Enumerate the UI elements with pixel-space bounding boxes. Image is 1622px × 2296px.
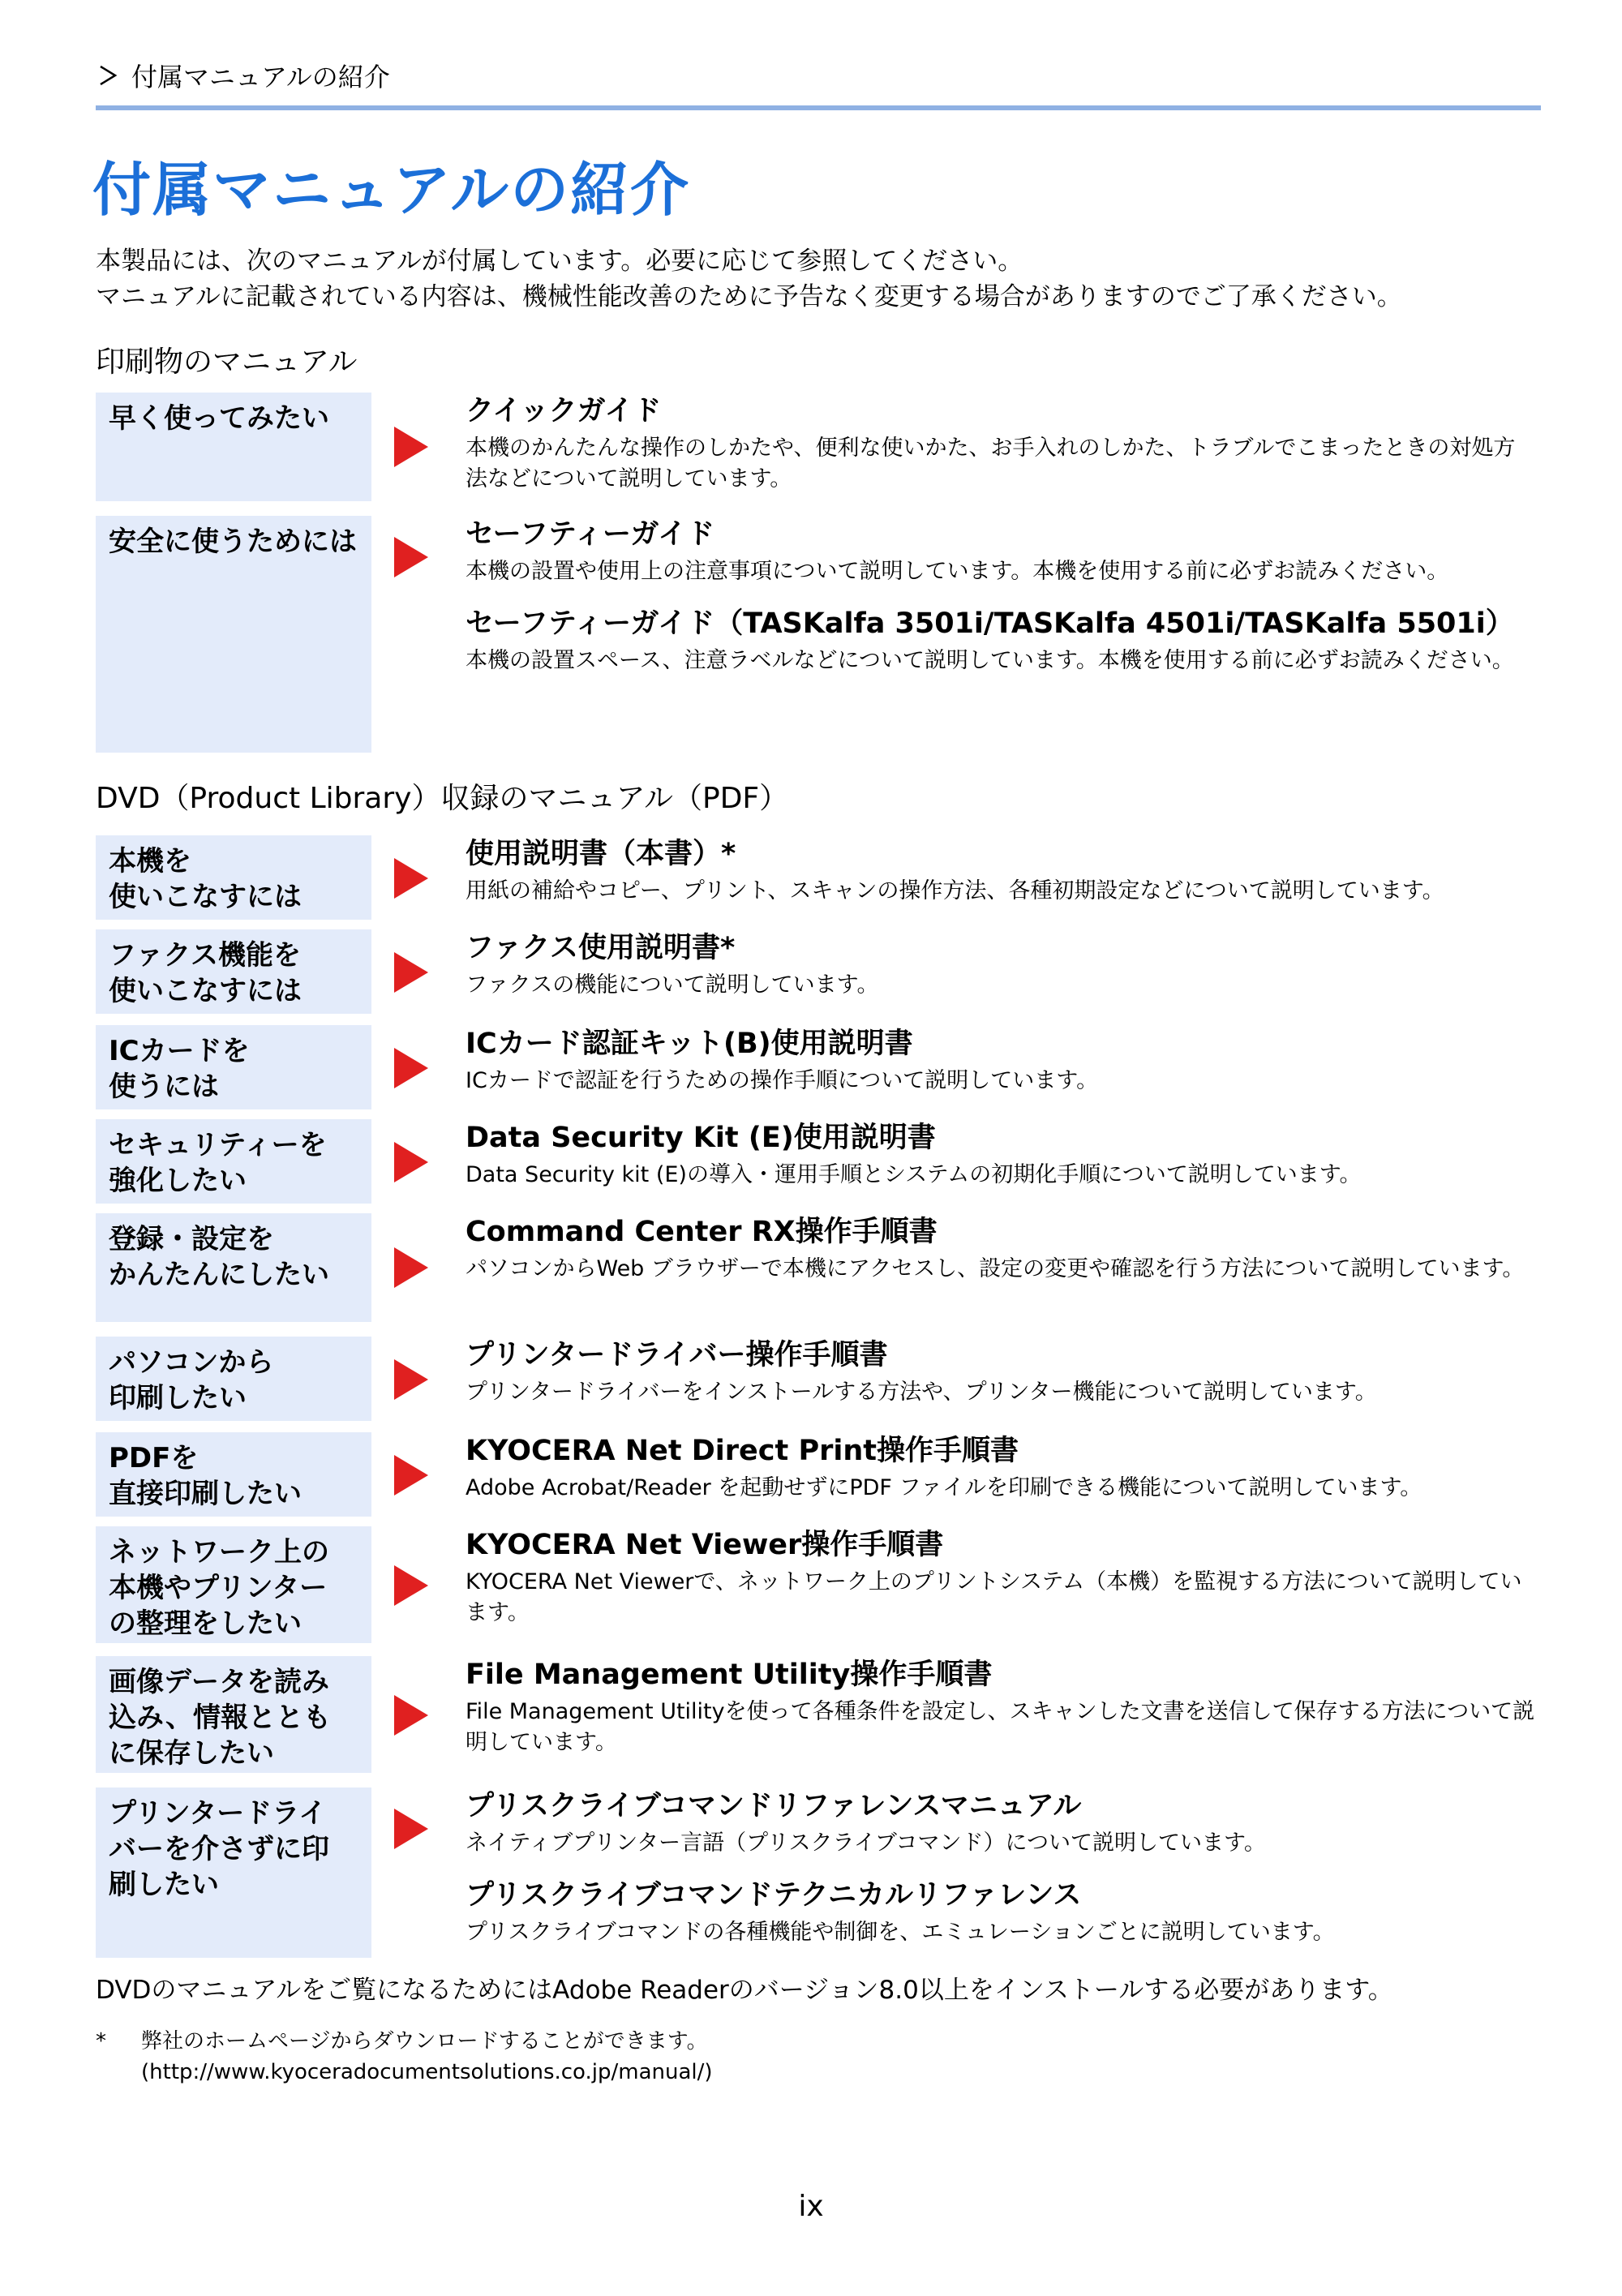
manual-title[interactable]: セーフティーガイド bbox=[466, 518, 715, 551]
row-entries bbox=[466, 1025, 1536, 1114]
manual-title[interactable]: ファクス使用説明書* bbox=[466, 932, 736, 964]
arrow-right-icon bbox=[394, 537, 428, 577]
manual-title[interactable]: プリスクライブコマンドテクニカルリファレンス bbox=[466, 1879, 1082, 1912]
manual-description: ICカードで認証を行うための操作手順について説明しています。 bbox=[466, 1068, 1099, 1093]
manual-description: パソコンからWeb ブラウザーで本機にアクセスし、設定の変更や確認を行う方法について説明しています。 bbox=[466, 1256, 1525, 1281]
manual-title[interactable]: File Management Utility操作手順書 bbox=[466, 1659, 993, 1691]
row-label bbox=[96, 1213, 371, 1322]
section-heading-printed: 印刷物のマニュアル bbox=[96, 345, 358, 379]
manual-row bbox=[96, 516, 1541, 753]
arrow-right-icon bbox=[394, 858, 428, 899]
manual-title[interactable]: クイックガイド bbox=[466, 395, 662, 427]
manual-row bbox=[96, 393, 1541, 501]
manual-row bbox=[96, 1119, 1541, 1204]
manual-title[interactable]: セーフティーガイド（TASKalfa 3501i/TASKalfa 4501i/TASKalfa 5501i） bbox=[466, 607, 1514, 640]
row-label bbox=[96, 516, 371, 753]
row-label bbox=[96, 1119, 371, 1204]
row-entries bbox=[466, 1213, 1536, 1302]
row-label-line: 本機を bbox=[109, 845, 191, 878]
row-label-line: ネットワーク上の bbox=[109, 1536, 329, 1569]
manual-row bbox=[96, 1337, 1541, 1421]
row-label-line: 本機やプリンター bbox=[109, 1572, 328, 1604]
row-label bbox=[96, 1656, 371, 1773]
manual-description: Adobe Acrobat/Reader を起動せずにPDF ファイルを印刷できる機能について説明しています。 bbox=[466, 1475, 1422, 1500]
row-label bbox=[96, 393, 371, 501]
arrow-right-icon bbox=[394, 1565, 428, 1606]
row-label-line: 使いこなすには bbox=[109, 975, 302, 1007]
footnote-url[interactable]: (http://www.kyoceradocumentsolutions.co.jp/manual/) bbox=[141, 2060, 713, 2084]
row-label-line: 直接印刷したい bbox=[109, 1478, 302, 1510]
breadcrumb-label: 付属マニュアルの紹介 bbox=[131, 62, 390, 92]
arrow-right-icon bbox=[394, 1247, 428, 1288]
row-entries bbox=[466, 1787, 1536, 1966]
row-entries bbox=[466, 516, 1536, 694]
row-label-line: プリンタードライ bbox=[109, 1797, 327, 1830]
row-entries bbox=[466, 393, 1536, 513]
row-label bbox=[96, 1432, 371, 1517]
arrow-right-icon bbox=[394, 1455, 428, 1496]
manual-title[interactable]: Data Security Kit (E)使用説明書 bbox=[466, 1122, 936, 1154]
manual-description: KYOCERA Net Viewerで、ネットワーク上のプリントシステム（本機）を監視する方法について説明しています。 bbox=[466, 1569, 1522, 1625]
chevron-right-icon bbox=[96, 63, 120, 88]
row-label-line: セキュリティーを bbox=[109, 1129, 327, 1161]
page-number: ix bbox=[798, 2190, 824, 2223]
row-entries bbox=[466, 1656, 1536, 1776]
manual-title[interactable]: ICカード認証キット(B)使用説明書 bbox=[466, 1028, 913, 1060]
row-label-line: 安全に使うためには bbox=[109, 526, 357, 558]
row-label-line: に保存したい bbox=[109, 1737, 274, 1770]
footnote-mark: * bbox=[96, 2029, 106, 2054]
row-label-line: 強化したい bbox=[109, 1165, 247, 1197]
row-entries bbox=[466, 1119, 1536, 1208]
row-label bbox=[96, 835, 371, 920]
arrow-right-icon bbox=[394, 1359, 428, 1400]
row-entries bbox=[466, 1526, 1536, 1646]
row-label-line: 印刷したい bbox=[109, 1382, 247, 1414]
arrow-right-icon bbox=[394, 952, 428, 993]
manual-row bbox=[96, 1213, 1541, 1322]
row-label bbox=[96, 1787, 371, 1958]
row-label bbox=[96, 1025, 371, 1109]
manual-description: ファクスの機能について説明しています。 bbox=[466, 972, 879, 998]
manual-title[interactable]: プリスクライブコマンドリファレンスマニュアル bbox=[466, 1790, 1082, 1822]
manual-row bbox=[96, 1526, 1541, 1643]
manual-description: 用紙の補給やコピー、プリント、スキャンの操作方法、各種初期設定などについて説明しています。 bbox=[466, 878, 1444, 903]
manual-description: File Management Utilityを使って各種条件を設定し、スキャンした文書を送信して保存する方法について説明しています。 bbox=[466, 1699, 1535, 1755]
page-title: 付属マニュアルの紹介 bbox=[92, 156, 691, 224]
manual-description: 本機の設置や使用上の注意事項について説明しています。本機を使用する前に必ずお読みください。 bbox=[466, 559, 1449, 584]
manual-description: プリスクライブコマンドの各種機能や制御を、エミュレーションごとに説明しています。 bbox=[466, 1920, 1335, 1945]
arrow-right-icon bbox=[394, 1809, 428, 1849]
breadcrumb bbox=[96, 57, 390, 94]
row-label-line: ICカードを bbox=[109, 1035, 250, 1067]
manual-title[interactable]: KYOCERA Net Viewer操作手順書 bbox=[466, 1529, 944, 1561]
row-entries bbox=[466, 835, 1536, 925]
row-label-line: 登録・設定を bbox=[109, 1223, 274, 1255]
intro-text bbox=[96, 243, 1402, 315]
row-label-line: 画像データを読み bbox=[109, 1666, 329, 1698]
manual-title[interactable]: KYOCERA Net Direct Print操作手順書 bbox=[466, 1435, 1019, 1467]
manual-row bbox=[96, 929, 1541, 1014]
manual-title[interactable]: Command Center RX操作手順書 bbox=[466, 1216, 938, 1248]
row-label-line: 早く使ってみたい bbox=[109, 402, 329, 435]
row-label-line: ファクス機能を bbox=[109, 939, 301, 972]
manual-row bbox=[96, 1025, 1541, 1109]
manual-row bbox=[96, 1656, 1541, 1773]
row-label bbox=[96, 929, 371, 1014]
row-entries bbox=[466, 1337, 1536, 1426]
header-rule bbox=[96, 105, 1541, 110]
manual-title[interactable]: 使用説明書（本書）* bbox=[466, 838, 736, 870]
arrow-right-icon bbox=[394, 1048, 428, 1088]
manual-description: 本機のかんたんな操作のしかたや、便利な使いかた、お手入れのしかた、トラブルでこまったときの対処方法などについて説明しています。 bbox=[466, 436, 1516, 491]
row-label-line: 使いこなすには bbox=[109, 881, 302, 913]
row-label-line: 刷したい bbox=[109, 1869, 219, 1901]
row-label bbox=[96, 1526, 371, 1643]
manual-description: Data Security kit (E)の導入・運用手順とシステムの初期化手順について説明しています。 bbox=[466, 1162, 1362, 1187]
row-label-line: バーを介さずに印 bbox=[109, 1833, 329, 1865]
arrow-right-icon bbox=[394, 1695, 428, 1736]
footnote-line: 弊社のホームページからダウンロードすることができます。 bbox=[141, 2029, 708, 2054]
section-heading-dvd: DVD（Product Library）収録のマニュアル（PDF） bbox=[96, 782, 789, 815]
dvd-note: DVDのマニュアルをご覧になるためにはAdobe Readerのバージョン8.0以上をインストールする必要があります。 bbox=[96, 1976, 1393, 2005]
row-label-line: 込み、情報ととも bbox=[109, 1702, 332, 1734]
manual-description: プリンタードライバーをインストールする方法や、プリンター機能について説明しています。 bbox=[466, 1380, 1377, 1405]
row-label-line: 使うには bbox=[109, 1071, 219, 1103]
row-entries bbox=[466, 929, 1536, 1019]
manual-title[interactable]: プリンタードライバー操作手順書 bbox=[466, 1339, 888, 1371]
row-label-line: PDFを bbox=[109, 1442, 199, 1474]
intro-line: 本製品には、次のマニュアルが付属しています。必要に応じて参照してください。 bbox=[96, 247, 1023, 276]
manual-description: 本機の設置スペース、注意ラベルなどについて説明しています。本機を使用する前に必ずお読みください。 bbox=[466, 648, 1514, 673]
arrow-right-icon bbox=[394, 427, 428, 467]
intro-line: マニュアルに記載されている内容は、機械性能改善のために予告なく変更する場合がありますのでご了承ください。 bbox=[96, 282, 1402, 311]
row-label bbox=[96, 1337, 371, 1421]
row-entries bbox=[466, 1432, 1536, 1521]
manual-row bbox=[96, 835, 1541, 920]
arrow-right-icon bbox=[394, 1142, 428, 1182]
manual-description: ネイティブプリンター言語（プリスクライブコマンド）について説明しています。 bbox=[466, 1830, 1266, 1856]
row-label-line: の整理をしたい bbox=[109, 1607, 302, 1640]
row-label-line: かんたんにしたい bbox=[109, 1259, 329, 1291]
manual-row bbox=[96, 1787, 1541, 1958]
manual-row bbox=[96, 1432, 1541, 1517]
row-label-line: パソコンから bbox=[109, 1346, 274, 1379]
